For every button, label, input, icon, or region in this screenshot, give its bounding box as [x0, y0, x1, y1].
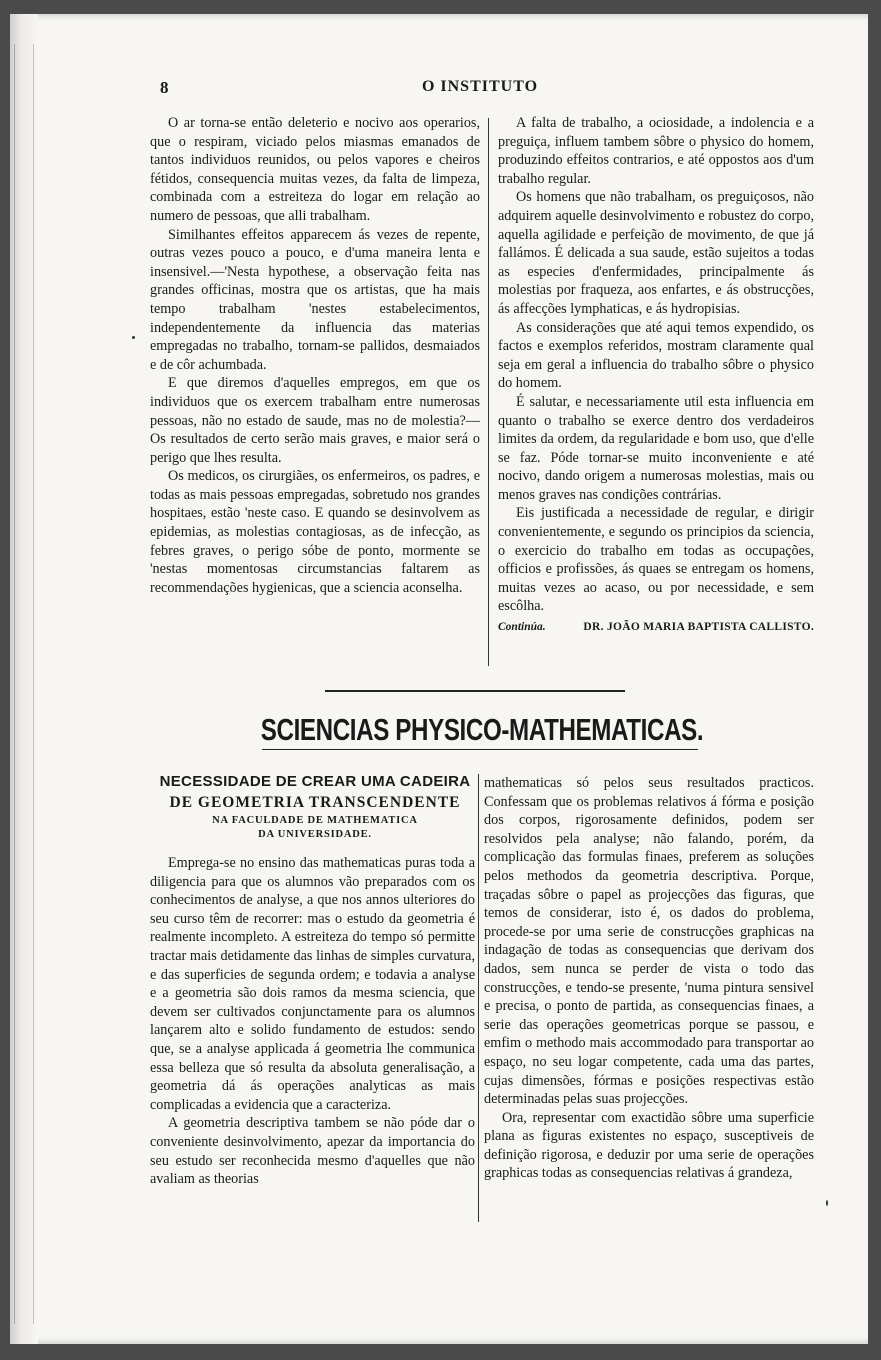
article-signature	[498, 618, 814, 637]
paragraph: Os medicos, os cirurgiães, os enfermeiros, os padres, e todas as mais pessoas empregadas, sobretudo nos grandes hospitaes, estão 'neste caso. E quando se desinvolvem as epidemias, as molestias contagiosas, as de infecção, as febres graves, o perigo sóbe de ponto, mormente se 'nestas momentosas circumstancias faltarem as recommendações hygienicas, que a sciencia aconselha.	[150, 468, 480, 596]
paragraph: A falta de trabalho, a ociosidade, a indolencia e a preguiça, influem tambem sôbre o physico do homem, produzindo effeitos contrarios, e até oppostos aos d'um trabalho regular.	[498, 115, 814, 187]
bottom-right-column	[484, 774, 814, 1183]
paragraph: Eis justificada a necessidade de regular, e dirigir convenientemente, e segundo os principios da sciencia, o exercicio do trabalho em todas as occupações, officios e profissões, ás quaes se entregam os homens, muitas vezes ao acaso, ou por necessidade, e sem escôlha.	[498, 505, 814, 615]
page-number: 8	[160, 78, 169, 97]
paragraph: Emprega-se no ensino das mathematicas puras toda a diligencia para que os alumnos vão preparados com os conhecimentos de analyse, a que nos annos ulteriores do seu curso têm de recorrer: mas o estudo da geometria é realmente incompleto. A estreiteza do tempo só permitte tractar mais detidamente das linhas de simples curvatura, e das superficies de segunda ordem; e todavia a analyse e a geometria são dois ramos da mesma sciencia, que devem ser cultivados conjunctamente para os alumnos lançarem alto e solido fundamento de estudos: sendo que, se a analyse applicada á geometria lhe communica essa belleza que só resulta da absoluta generalisação, a geometria dá ás operações analyticas as mais complicadas a evidencia que a caracteriza.	[150, 855, 475, 1113]
top-right-column	[498, 114, 814, 637]
section-separator-rule	[325, 690, 625, 692]
bottom-left-column	[150, 854, 475, 1189]
top-left-column	[150, 114, 480, 597]
article-heading-line: DE GEOMETRIA TRANSCENDENTE	[169, 794, 461, 811]
paragraph: E que diremos d'aquelles empregos, em que os individuos que os exercem trabalham entre numerosas pessoas, não no estado de saude, mas no de molestia?— Os resultados de certo serão mais graves, e maior será o perigo que lhes resulta.	[150, 375, 480, 466]
ink-speck	[826, 1200, 828, 1206]
paragraph: Os homens que não trabalham, os preguiçosos, não adquirem aquelle desinvolvimento e robustez do corpo, aquella agilidade e perfeição de movimento, de que já fallámos. É delicada a sua saude, estão sujeitos a todas as especies d'enfermidades, principalmente ás molestias por fraqueza, aos enfartes, e ás obstrucções, ás affecções lymphaticas, e ás hydropisias.	[498, 189, 814, 317]
paragraph: As considerações que até aqui temos expendido, os factos e exemplos referidos, mostram claramente qual seja em geral a influencia do trabalho sôbre o physico do homem.	[498, 319, 814, 392]
paragraph: mathematicas só pelos seus resultados practicos. Confessam que os problemas relativos á fórma e posição dos corpos, rigorosamente definidos, podem ser resolvidos pela analyse; não falando, porém, da complicação das formulas finaes, preferem as soluções pelos methodos da geometria descriptiva. Porque, traçadas sôbre o papel as projecções das figuras, que temos de considerar, isto é, os dados do problema, procede-se por uma serie de construcções graphicas na indagação de todas as consequencias que derivam dos dados, sem nunca se perder de vista o todo das construcções, e tendo-se presente, 'numa pintura sensivel e precisa, o ponto de partida, as consequencias finaes, a serie das operações geometricas porque se passou, e emfim o methodo mais accommodado para transportar ao espaço, no seu logar competente, cada uma das partes, cujas dimensões, fórmas e posições respectivas estão determinadas pelas suas projecções.	[484, 775, 814, 1108]
author-name: DR. JOÃO MARIA BAPTISTA CALLISTO.	[583, 621, 814, 634]
article-heading-line: NECESSIDADE DE CREAR UMA CADEIRA	[159, 773, 471, 790]
article-subheading-line: DA UNIVERSIDADE.	[258, 829, 372, 840]
running-title: O INSTITUTO	[421, 78, 539, 95]
paragraph: Ora, representar com exactidão sôbre uma superficie plana as figuras existentes no espaço, susceptiveis de definição rigorosa, e deduzir por uma serie de operações graphicas todas as consequencias relativas á grandeza,	[484, 1109, 814, 1182]
continues-note: Continúa.	[498, 621, 546, 634]
paragraph: Similhantes effeitos apparecem ás vezes de repente, outras vezes pouco a pouco, e d'uma maneira lenta e insensivel.—'Nesta hypothese, a observação feita nas grandes officinas, mostra que os artistas, que ha mais tempo trabalham 'nestes estabelecimentos, independentemente da influencia das materias empregadas no trabalho, tornam-se pallidos, desmaiados e de côr achumbada.	[150, 226, 480, 373]
binding-edge-lines	[14, 44, 34, 1324]
column-divider	[478, 774, 479, 1222]
paragraph: O ar torna-se então deleterio e nocivo aos operarios, que o respiram, viciado pelos miasmas emanados de tantos individuos reunidos, ou pelos vapores e cheiros fétidos, consequencia muitas vezes, da falta de limpeza, combinada com a estreiteza do logar em relação ao numero de pessoas, que alli trabalham.	[150, 115, 480, 224]
ink-speck	[132, 336, 135, 339]
page-binding-shadow	[10, 14, 38, 1344]
article-heading	[150, 772, 480, 842]
section-title: SCIENCIAS PHYSICO-MATHEMATICAS.	[260, 712, 704, 747]
section-title-underline	[262, 749, 698, 750]
article-subheading-line: NA FACULDADE DE MATHEMATICA	[212, 815, 418, 826]
paragraph: A geometria descriptiva tambem se não póde dar o conveniente desinvolvimento, apezar da importancia do seu estudo ser reconhecida mesmo d'aquelles que não avaliam as theorias	[150, 1115, 475, 1188]
column-divider	[488, 118, 489, 666]
page-header	[150, 78, 810, 100]
paragraph: É salutar, e necessariamente util esta influencia em quanto o trabalho se exerce dentro dos verdadeiros limites da ordem, da regularidade e bom uso, que d'elle se faz. Póde tornar-se muito inconveniente e até nocivo, dando origem a numerosas molestias, mais ou menos graves nas condições contrárias.	[498, 393, 814, 503]
